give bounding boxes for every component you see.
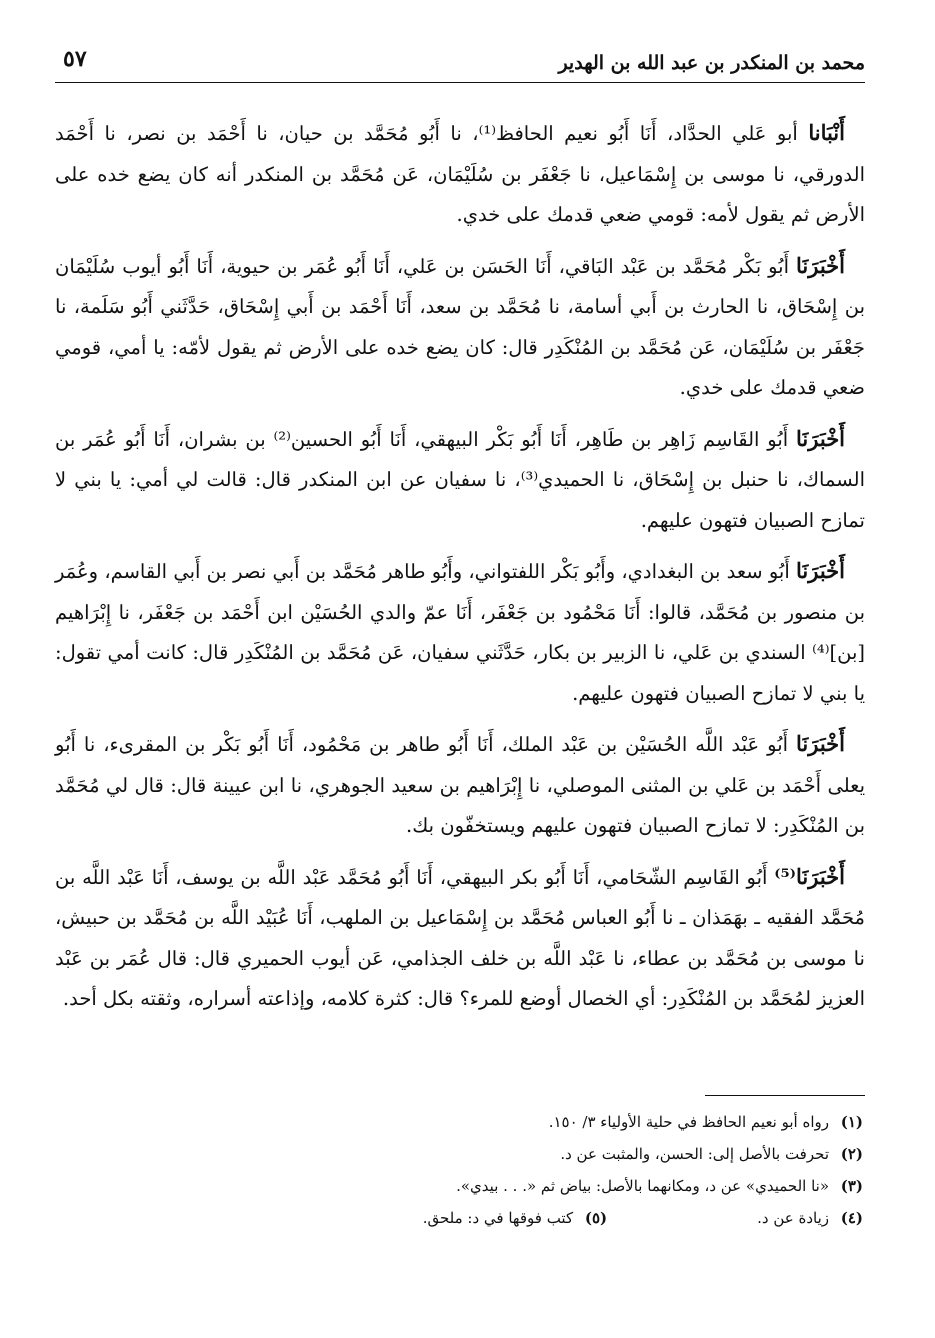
body-text xyxy=(55,113,865,1020)
footnote-row xyxy=(55,1202,865,1234)
footnotes xyxy=(55,1095,865,1234)
footnote xyxy=(423,1202,607,1234)
footnote-number: (١) xyxy=(840,1113,863,1131)
paragraph-text: أَبُو سعد بن البغدادي، وأَبُو بَكْر اللفتواني، وأَبُو طاهر مُحَمَّد بن أَبي نصر بن أَبي القاسم، وعُمَر بن منصور بن مُحَمَّد، قالوا: أَنَا مَحْمُود بن جَعْفَر، أَنَا عمّ والدي الحُسَيْن ابن أَحْمَد بن جَعْفَر، نا إِبْرَاهيم [بن]⁽⁴⁾ السندي بن عَلي، نا الزبير بن بكار، حَدَّثَني سفيان، عَن مُحَمَّد بن المُنْكَدِر قال: كانت أمي تقول: يا بني لا تمازح الصبيان فتهون عليهم. xyxy=(55,560,865,705)
paragraph xyxy=(55,246,865,409)
footnote xyxy=(55,1138,865,1170)
paragraph xyxy=(55,857,865,1020)
footnote-number: (٢) xyxy=(840,1145,863,1163)
paragraph-text: أَبُو القَاسِم زَاهِر بن طَاهِر، أَنَا أَبُو بَكْر البيهقي، أَنَا أَبُو الحسين⁽²⁾ بن بشران، أَنَا أَبُو عُمَر بن السماك، نا حنبل بن إِسْحَاق، نا الحميدي⁽³⁾، نا سفيان عن ابن المنكدر قال: قالت لي أمي: يا بني لا تمازح الصبيان فتهون عليهم. xyxy=(55,427,865,532)
paragraph-lead: أَخْبَرَنَا xyxy=(796,252,845,278)
running-title: محمد بن المنكدر بن عبد الله بن الهدير xyxy=(558,52,865,74)
paragraph-text: أبو عَلي الحدَّاد، أَنَا أَبُو نعيم الحافظ⁽¹⁾، نا أَبُو مُحَمَّد بن حيان، نا أَحْمَد بن نصر، نا أَحْمَد الدورقي، نا موسى بن إِسْمَاعيل، نا جَعْفَر بن سُلَيْمَان، عَن مُحَمَّد بن المنكدر أنه كان يضع خده على الأرض ثم يقول لأمه: قومي ضعي قدمك على خدي. xyxy=(55,122,865,226)
footnote-text: تحرفت بالأصل إلى: الحسن، والمثبت عن د. xyxy=(560,1145,829,1163)
footnote-text: رواه أبو نعيم الحافظ في حلية الأولياء ٣/ ١٥٠. xyxy=(548,1113,829,1131)
paragraph xyxy=(55,551,865,714)
footnote-number: (٥) xyxy=(584,1209,608,1227)
paragraph xyxy=(55,113,865,236)
paragraph-text: أَبُو بَكْر مُحَمَّد بن عَبْد البَاقي، أَنَا الحَسَن بن عَلي، أَنَا أَبُو عُمَر بن حيوية، أَنَا أَبُو أيوب سُلَيْمَان بن إِسْحَاق، نا الحارث بن أَبي أسامة، نا مُحَمَّد بن سعد، أَنَا أَحْمَد بن أَبي إِسْحَاق، حَدَّثَني أَبُو سَلَمة، نا جَعْفَر بن سُلَيْمَان، عَن مُحَمَّد بن المُنْكَدِر قال: كان يضع خده على الأرض ثم يقول لأمّه: يا أمي، قومي ضعي قدمك على خدي. xyxy=(55,254,865,399)
page-number: ٥٧ xyxy=(63,46,87,72)
paragraph-text: أَبُو عَبْد اللَّه الحُسَيْن بن عَبْد الملك، أَنَا أَبُو طاهر بن مَحْمُود، أَنَا أَبُو بَكْر بن المقرىء، نا أَبُو يعلى أَحْمَد بن عَلي بن المثنى الموصلي، نا إِبْرَاهيم بن سعيد الجوهري، نا ابن عيينة قال: قال لي مُحَمَّد بن المُنْكَدِر: لا تمازح الصبيان فتهون عليهم ويستخفّون بك. xyxy=(55,733,865,837)
page-header xyxy=(55,40,865,83)
footnote xyxy=(55,1106,865,1138)
footnote-text: كتب فوقها في د: ملحق. xyxy=(422,1209,574,1227)
paragraph xyxy=(55,724,865,847)
footnote-text: «نا الحميدي» عن د، ومكانهما بالأصل: بياض ثم «. . . بيدي». xyxy=(456,1177,829,1195)
paragraph-lead: أَنْبَانا xyxy=(808,120,845,145)
footnote xyxy=(55,1170,865,1202)
paragraph-lead: أَخْبَرَنَا⁽⁵⁾ xyxy=(774,863,845,889)
paragraph xyxy=(55,419,865,542)
paragraph-lead: أَخْبَرَنَا xyxy=(796,731,845,756)
footnote xyxy=(757,1202,863,1234)
paragraph-lead: أَخْبَرَنَا xyxy=(796,425,846,451)
paragraph-lead: أَخْبَرَنَا xyxy=(796,558,845,583)
footnote-text: زيادة عن د. xyxy=(757,1209,829,1227)
footnote-number: (٤) xyxy=(840,1209,863,1227)
footnote-divider xyxy=(705,1095,865,1096)
footnote-number: (٣) xyxy=(840,1177,863,1195)
book-page xyxy=(55,40,865,1227)
paragraph-text: أَبُو القَاسِم الشّحَامي، أَنَا أَبُو بكر البيهقي، أَنَا أَبُو مُحَمَّد عَبْد اللَّه بن يوسف، أَنَا عَبْد اللَّه بن مُحَمَّد الفقيه ـ بهَمَذان ـ نا أَبُو العباس مُحَمَّد بن إِسْمَاعيل بن الملهب، أَنَا عُبَيْد اللَّه بن مُحَمَّد بن حبيش، نا موسى بن مُحَمَّد بن عطاء، نا عَبْد اللَّه بن خلف الجذامي، عَن أيوب الحميري قال: قال عُمَر بن عَبْد العزيز لمُحَمَّد بن المُنْكَدِر: أي الخصال أوضع للمرء؟ قال: كثرة كلامه، وإذاعته أسراره، وثقته بكل أحد. xyxy=(55,865,865,1010)
